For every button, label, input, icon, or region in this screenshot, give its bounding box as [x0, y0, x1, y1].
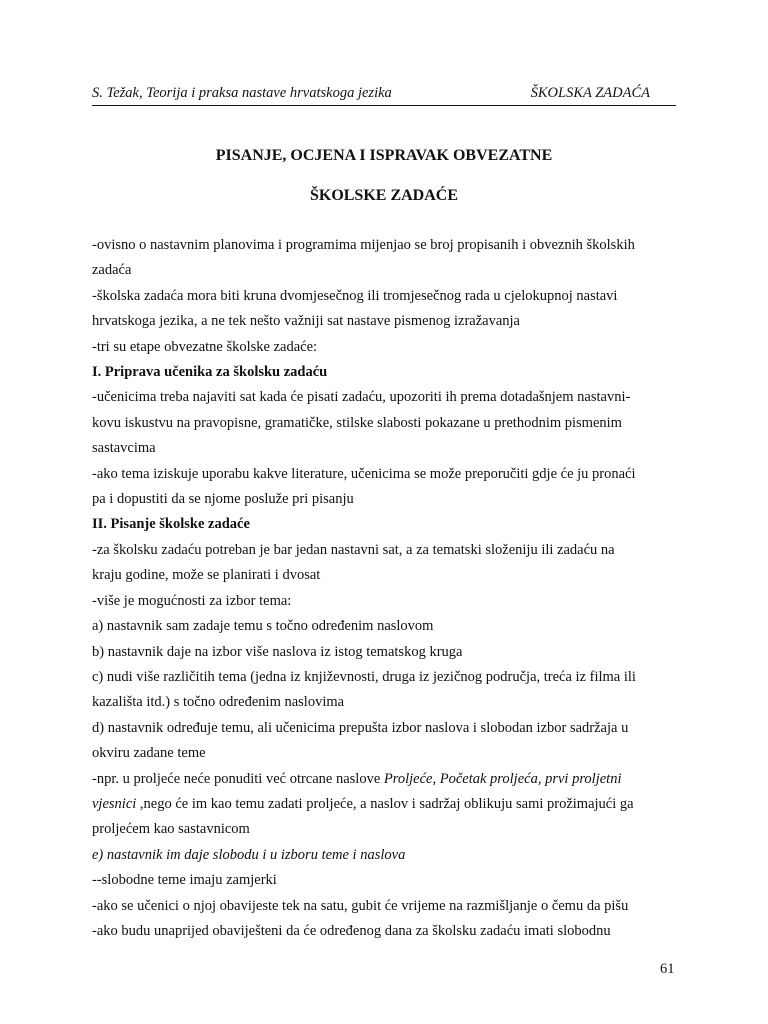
text-line-example-cont [92, 792, 676, 817]
text-line: zadaća [92, 262, 132, 279]
example-titles: Proljeće, Početak proljeća, prvi proljetni [383, 770, 622, 787]
header-book-title: S. Težak, Teorija i praksa nastave hrvatskoga jezika [92, 85, 392, 101]
list-item-e: e) nastavnik im daje slobodu i u izboru teme i naslova [92, 846, 406, 863]
text-line: --slobodne teme imaju zamjerki [92, 872, 277, 889]
text-line: okviru zadane teme [92, 745, 206, 762]
text-line: -ako budu unaprijed obaviješteni da će određenog dana za školsku zadaću imati slobodnu [92, 922, 611, 939]
example-rest: ,nego će im kao temu zadati proljeće, a naslov i sadržaj oblikuju sami prožimajući ga [136, 795, 634, 812]
text-line: -učenicima treba najaviti sat kada će pisati zadaću, upozoriti ih prema dotadašnjem nastavni- [92, 389, 631, 406]
list-item-b: b) nastavnik daje na izbor više naslova iz istog tematskog kruga [92, 643, 463, 660]
section-heading-2: II. Pisanje školske zadaće [92, 516, 250, 533]
list-item-a: a) nastavnik sam zadaje temu s točno određenim naslovom [92, 618, 434, 635]
text-line: pa i dopustiti da se njome posluže pri pisanju [92, 491, 354, 508]
text-line: -ako se učenici o njoj obavijeste tek na satu, gubit će vrijeme na razmišljanje o čemu da pišu [92, 897, 629, 914]
body-text [92, 233, 676, 944]
text-line: proljećem kao sastavnicom [92, 821, 250, 838]
header-chapter-title: ŠKOLSKA ZADAĆA [530, 85, 650, 101]
section-heading-1: I. Priprava učenika za školsku zadaću [92, 364, 328, 381]
text-line: hrvatskoga jezika, a ne tek nešto važniji sat nastave pismenog izražavanja [92, 313, 520, 330]
text-line: -ako tema iziskuje uporabu kakve literature, učenicima se može preporučiti gdje će ju pronaći [92, 465, 636, 482]
text-line: sastavcima [92, 440, 156, 457]
example-titles-end: vjesnici [92, 795, 137, 812]
text-line: kraju godine, može se planirati i dvosat [92, 567, 321, 584]
page-number: 61 [660, 961, 675, 977]
list-item-d: d) nastavnik određuje temu, ali učenicima prepušta izbor naslova i slobodan izbor sadržaja u [92, 719, 629, 736]
text-line-example [92, 767, 676, 792]
text-line: -više je mogućnosti za izbor tema: [92, 592, 292, 609]
list-item-c: c) nudi više različitih tema (jedna iz književnosti, druga iz jezičnog područja, treća iz filma ili [92, 668, 636, 685]
example-intro: -npr. u proljeće neće ponuditi već otrcane naslove [92, 770, 384, 787]
text-line: -školska zadaća mora biti kruna dvomjesečnog ili tromjesečnog rada u cjelokupnoj nastavi [92, 287, 618, 304]
page-title-line-1: PISANJE, OCJENA I ISPRAVAK OBVEZATNE [215, 147, 553, 164]
page-title-line-2: ŠKOLSKE ZADAĆE [309, 187, 459, 204]
text-line: -ovisno o nastavnim planovima i programima mijenjao se broj propisanih i obveznih školskih [92, 237, 635, 253]
text-line: kovu iskustvu na pravopisne, gramatičke, stilske slabosti pokazane u prethodnim pismenim [92, 414, 622, 431]
text-line: -tri su etape obvezatne školske zadaće: [92, 338, 318, 355]
text-line: kazališta itd.) s točno određenim naslovima [92, 694, 345, 711]
text-line: -za školsku zadaću potreban je bar jedan nastavni sat, a za tematski složeniju ili zadaću na [92, 541, 615, 558]
running-header [92, 85, 676, 106]
